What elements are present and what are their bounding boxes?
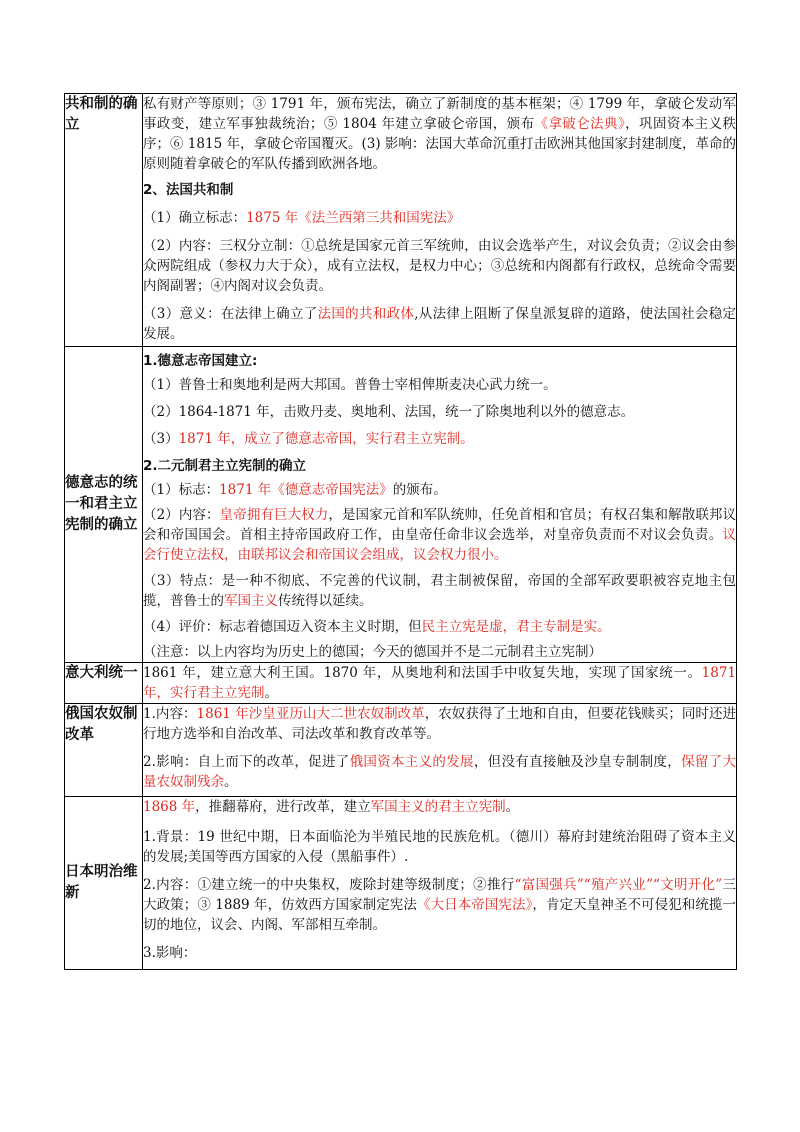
row-content (143, 347, 737, 663)
table-row (65, 94, 737, 347)
table-row (65, 663, 737, 704)
paragraph: 1.内容：1861 年沙皇亚历山大二世农奴制改革，农奴获得了土地和自由，但要花钱赎买；同时还进行地方选举和自治改革、司法改革和教育改革等。 (143, 706, 736, 742)
row-content (143, 94, 737, 347)
section-heading: 1.德意志帝国建立: (143, 353, 258, 369)
row-content (143, 704, 737, 797)
paragraph: （2）1864-1871 年，击败丹麦、奥地利、法国，统一了除奥地利以外的德意志。 (143, 404, 635, 420)
paragraph: （3）意义：在法律上确立了法国的共和政体,从法律上阻断了保皇派复辟的道路，使法国社会稳定发展。 (143, 306, 737, 342)
paragraph: 1861 年，建立意大利王国。1870 年，从奥地利和法国手中收复失地，实现了国家统一。1871 年，实行君主立宪制。 (143, 665, 736, 701)
paragraph: 私有财产等原则；③ 1791 年，颁布宪法，确立了新制度的基本框架；④ 1799 年，拿破仑发动军事政变，建立军事独裁统治；⑤ 1804 年建立拿破仑帝国，颁布《拿破仑法典》，巩固资本主义秩序；⑥ 1815 年，拿破仑帝国覆灭。(3) 影响：法国大革命沉重打击欧洲其他国家封建制度，革命的原则随着拿破仑的军队传播到欧洲各地。 (143, 96, 736, 172)
paragraph: （1）普鲁士和奥地利是两大邦国。普鲁士宰相俾斯麦决心武力统一。 (143, 377, 557, 393)
section-heading: 2.二元制君主立宪制的确立 (143, 458, 307, 474)
paragraph: 2.影响：自上而下的改革，促进了俄国资本主义的发展，但没有直接触及沙皇专制制度，保留了大量农奴制残余。 (143, 754, 736, 790)
paragraph: （3）1871 年，成立了德意志帝国，实行君主立宪制。 (143, 431, 474, 447)
paragraph: （4）评价：标志着德国迈入资本主义时期，但民主立宪是虚，君主专制是实。 (143, 619, 611, 635)
paragraph: （注意：以上内容均为历史上的德国；今天的德国并不是二元制君主立宪制） (143, 644, 602, 660)
table-row (65, 704, 737, 797)
table-row (65, 347, 737, 663)
row-header: 德意志的统一和君主立宪制的确立 (65, 347, 143, 663)
paragraph: 2.内容：①建立统一的中央集权，废除封建等级制度；②推行“富国强兵”“殖产兴业”“文明开化”三大政策；③ 1889 年，仿效西方国家制定宪法《大日本帝国宪法》，肯定天皇神圣不可侵犯和统揽一切的地位，议会、内阁、军部相互牵制。 (143, 877, 737, 933)
paragraph: （3）特点：是一种不彻底、不完善的代议制，君主制被保留，帝国的全部军政要职被容克地主包揽，普鲁士的军国主义传统得以延续。 (143, 573, 736, 609)
row-header: 俄国农奴制改革 (65, 704, 143, 797)
paragraph: （1）标志：1871 年《德意志帝国宪法》的颁布。 (143, 482, 447, 498)
paragraph: （2）内容：皇帝拥有巨大权力，是国家元首和军队统帅，任免首相和官员；有权召集和解散联邦议会和帝国国会。首相主持帝国政府工作，由皇帝任命非议会选举，对皇帝负责而不对议会负责。议会行使立法权，由联邦议会和帝国议会组成，议会权力很小。 (143, 507, 737, 563)
section-heading: 2、法国共和制 (143, 182, 234, 198)
row-header: 日本明治维新 (65, 797, 143, 970)
row-content (143, 663, 737, 704)
paragraph: 1868 年，推翻幕府，进行改革，建立军国主义的君主立宪制。 (143, 799, 520, 815)
notes-table (64, 93, 737, 970)
paragraph: （1）确立标志：1875 年《法兰西第三共和国宪法》 (143, 210, 461, 226)
paragraph: 1.背景：19 世纪中期，日本面临沦为半殖民地的民族危机。（德川）幕府封建统治阻碍了资本主义的发展;美国等西方国家的入侵（黑船事件）. (143, 829, 736, 865)
row-header: 共和制的确立 (65, 94, 143, 347)
table-row (65, 797, 737, 970)
row-header: 意大利统一 (65, 663, 143, 704)
paragraph: 3.影响： (143, 945, 197, 961)
row-content (143, 797, 737, 970)
paragraph: （2）内容：三权分立制：①总统是国家元首三军统帅，由议会选举产生，对议会负责；②议会由参众两院组成（参权力大于众），成有立法权，是权力中心；③总统和内阁都有行政权，总统命令需要内阁副署；④内阁对议会负责。 (143, 238, 736, 294)
